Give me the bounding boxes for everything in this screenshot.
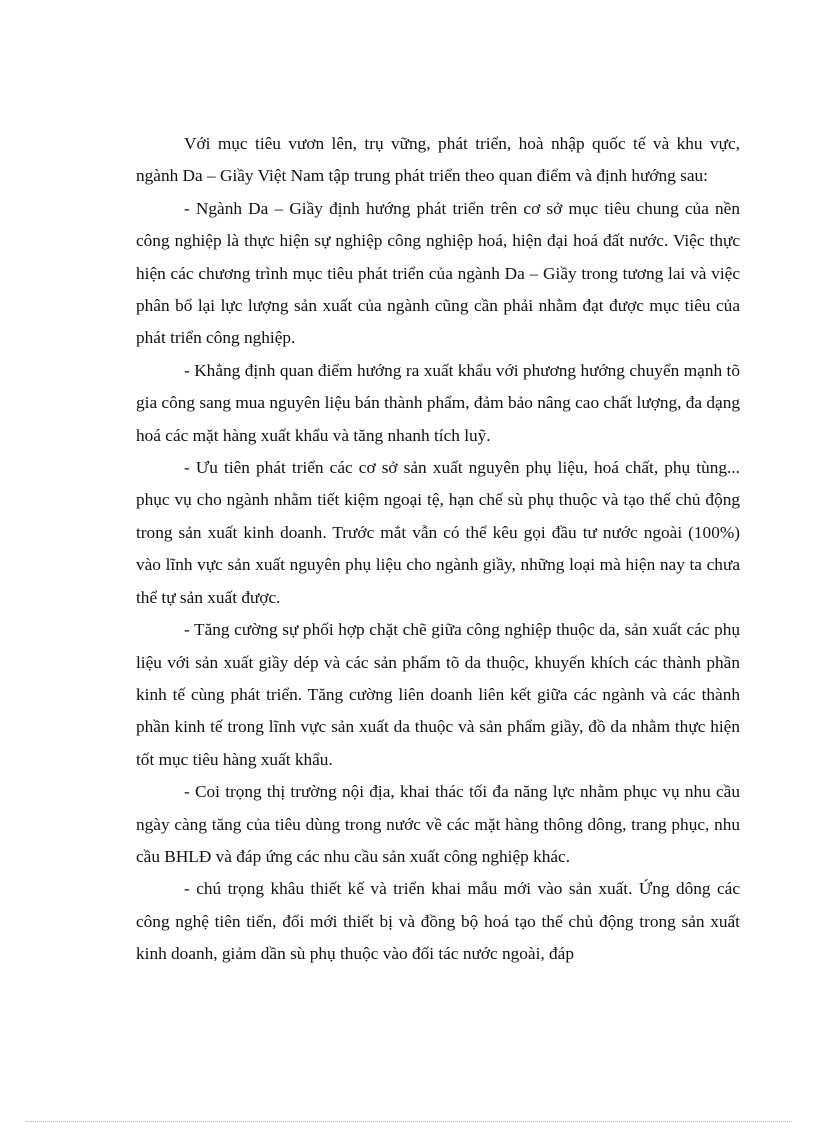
page-bottom-divider <box>26 1121 792 1122</box>
paragraph-bullet-2: - Khẳng định quan điểm hướng ra xuất khẩu với phương hướng chuyển mạnh tõ gia công sang mua nguyên liệu bán thành phẩm, đảm bảo nâng cao chất lượng, đa dạng hoá các mặt hàng xuất khẩu và tăng nhanh tích luỹ. <box>136 360 740 445</box>
paragraph-bullet-4: - Tăng cường sự phối hợp chặt chẽ giữa công nghiệp thuộc da, sản xuất các phụ liệu với sản xuất giầy dép và các sản phẩm tõ da thuộc, khuyến khích các thành phần kinh tế cùng phát triển. Tăng cường liên doanh liên kết giữa các ngành và các thành phần kinh tế trong lĩnh vực sản xuất da thuộc và sản phẩm giầy, đồ da nhằm thực hiện tốt mục tiêu hàng xuất khẩu. <box>136 620 740 769</box>
document-body <box>136 128 740 971</box>
paragraph-bullet-3: - Ưu tiên phát triển các cơ sở sản xuất nguyên phụ liệu, hoá chất, phụ tùng... phục vụ cho ngành nhằm tiết kiệm ngoại tệ, hạn chế sù phụ thuộc và tạo thế chủ động trong sản xuất kinh doanh. Trước mắt vẫn có thể kêu gọi đầu tư nước ngoài (100%) vào lĩnh vực sản xuất nguyên phụ liệu cho ngành giầy, những loại mà hiện nay ta chưa thể tự sản xuất được. <box>136 458 740 607</box>
paragraph-bullet-5: - Coi trọng thị trường nội địa, khai thác tối đa năng lực nhằm phục vụ nhu cầu ngày càng tăng của tiêu dùng trong nước về các mặt hàng thông dông, trang phục, nhu cầu BHLĐ và đáp ứng các nhu cầu sản xuất công nghiệp khác. <box>136 782 740 866</box>
paragraph-intro: Với mục tiêu vươn lên, trụ vững, phát triển, hoà nhập quốc tế và khu vực, ngành Da – Giầy Việt Nam tập trung phát triển theo quan điểm và định hướng sau: <box>136 134 740 186</box>
paragraph-bullet-6: - chú trọng khâu thiết kế và triển khai mẫu mới vào sản xuất. Ứng dông các công nghệ tiên tiến, đổi mới thiết bị và đồng bộ hoá tạo thế chủ động trong sản xuất kinh doanh, giảm dần sù phụ thuộc vào đối tác nước ngoài, đáp <box>136 879 740 964</box>
paragraph-bullet-1: - Ngành Da – Giầy định hướng phát triển trên cơ sở mục tiêu chung của nền công nghiệp là thực hiện sự nghiệp công nghiệp hoá, hiện đại hoá đất nước. Việc thực hiện các chương trình mục tiêu phát triển của ngành Da – Giầy trong tương lai và việc phân bổ lại lực lượng sản xuất của ngành cũng cần phải nhằm đạt được mục tiêu của phát triển công nghiệp. <box>136 198 740 348</box>
